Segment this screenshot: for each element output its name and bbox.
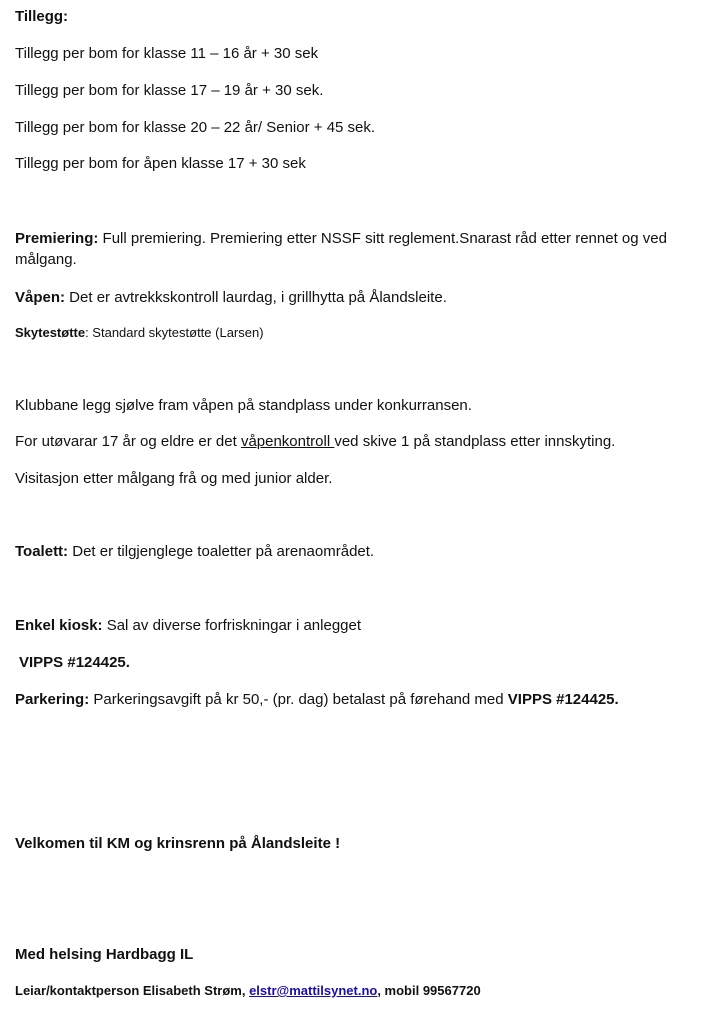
parkering-label: Parkering:	[15, 691, 90, 708]
vapen-paragraph	[15, 287, 447, 308]
vapenkontroll-underlined: våpenkontroll	[240, 433, 335, 450]
toalett-text: Det er tilgjenglege toaletter på arenaområdet.	[68, 543, 375, 560]
premiering-text: Full premiering. Premiering etter NSSF sitt reglement.Snarast råd etter rennet og ved målgang.	[15, 230, 667, 268]
kiosk-label: Enkel kiosk:	[15, 617, 103, 634]
toalett-paragraph	[15, 541, 374, 562]
visitasjon-paragraph: Visitasjon etter målgang frå og med junior alder.	[15, 470, 333, 487]
parkering-text: Parkeringsavgift på kr 50,- (pr. dag) betalast på førehand med	[89, 691, 508, 708]
utovarar-text-before: For utøvarar 17 år og eldre er det	[15, 433, 241, 450]
kiosk-paragraph	[15, 615, 361, 636]
premiering-paragraph	[15, 228, 690, 270]
kontakt-text-before: Leiar/kontaktperson Elisabeth Strøm,	[15, 983, 250, 998]
kiosk-vipps: VIPPS #124425.	[19, 654, 130, 671]
email-link[interactable]: elstr@mattilsynet.no	[249, 983, 378, 998]
skytestotte-label: Skytestøtte	[15, 325, 86, 340]
toalett-label: Toalett:	[15, 543, 69, 560]
utovarar-text-after: ved skive 1 på standplass etter innskyting.	[334, 433, 616, 450]
vapen-text: Det er avtrekkskontroll laurdag, i grillhytta på Ålandsleite.	[65, 289, 447, 306]
tillegg-heading: Tillegg:	[15, 8, 69, 25]
kontakt-text-after: , mobil 99567720	[377, 983, 481, 998]
velkomen-paragraph: Velkomen til KM og krinsrenn på Ålandsleite !	[15, 835, 341, 852]
utovarar-paragraph	[15, 431, 615, 452]
tillegg-line-1: Tillegg per bom for klasse 11 – 16 år + 30 sek	[15, 45, 319, 62]
premiering-label: Premiering:	[15, 230, 99, 247]
kontakt-paragraph	[15, 980, 481, 1001]
parkering-paragraph	[15, 689, 619, 710]
parkering-vipps: VIPPS #124425.	[507, 691, 619, 708]
klubbane-paragraph: Klubbane legg sjølve fram våpen på standplass under konkurransen.	[15, 397, 472, 414]
tillegg-line-3: Tillegg per bom for klasse 20 – 22 år/ Senior + 45 sek.	[15, 119, 376, 136]
helsing-paragraph: Med helsing Hardbagg IL	[15, 946, 194, 963]
tillegg-line-2: Tillegg per bom for klasse 17 – 19 år + 30 sek.	[15, 82, 324, 99]
tillegg-line-4: Tillegg per bom for åpen klasse 17 + 30 sek	[15, 155, 306, 172]
skytestotte-paragraph	[15, 322, 264, 343]
kiosk-text: Sal av diverse forfriskningar i anlegget	[102, 617, 362, 634]
vapen-label: Våpen:	[15, 289, 66, 306]
skytestotte-text: : Standard skytestøtte (Larsen)	[85, 325, 264, 340]
